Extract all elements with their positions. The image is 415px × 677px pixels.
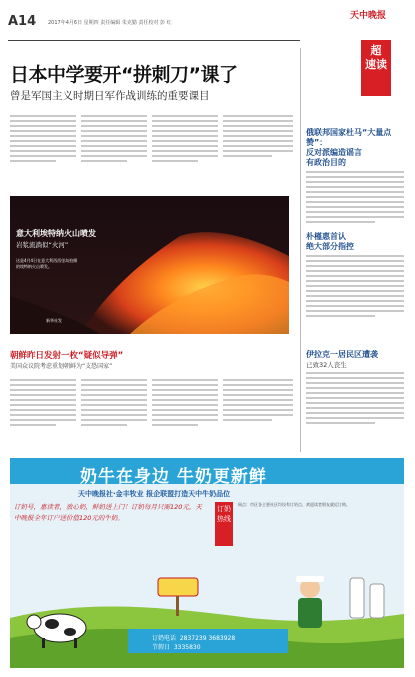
photo-credit: 新华社发 [46, 318, 62, 323]
photo-caption-subtitle: 岩浆流淌似“火河” [16, 241, 69, 249]
body-column-4 [223, 112, 293, 160]
ad-subtitle: 天中晚报社·金丰牧业 报企联盟打造天中牛奶品位 [78, 490, 231, 498]
body-column-3 [152, 112, 218, 165]
story2-column-4 [223, 376, 293, 424]
ad-phone-1: 2837239 3683928 [179, 635, 236, 642]
photo-caption-body: 这是4月4日在意大利西西里岛拍摄的埃特纳火山喷发。 [16, 258, 78, 269]
ad-phone-label-1: 订奶电话 [152, 635, 177, 642]
body-column-1 [10, 112, 76, 165]
side-story-1 [306, 128, 404, 226]
side-story-1-title2: 反对派编造谣言 [306, 148, 362, 157]
column-divider [300, 48, 301, 452]
express-label-1: 超 [370, 44, 382, 57]
story2-column-1 [10, 376, 76, 429]
side-story-1-title3: 有政治目的 [306, 158, 346, 167]
ad-shop-list: 网点：市区各主要社区均设有订奶点，欢迎读者朋友就近订购。 [238, 502, 350, 507]
milk-advertisement [10, 458, 404, 668]
page-number: A14 [8, 14, 37, 29]
express-label-2: 速读 [365, 58, 387, 71]
side-story-3 [306, 350, 404, 427]
side-story-2 [306, 232, 404, 320]
story2-subtitle: 美国众议院考虑重划朝鲜为“支恐国家” [10, 363, 113, 370]
side-story-3-title: 伊拉克一居民区遭袭 [306, 350, 378, 359]
paper-logo: 天中晚报 [349, 11, 386, 21]
story2-column-2 [81, 376, 147, 429]
ad-promo-text: 订奶号，惠读者，放心奶，鲜奶送上门！订奶每月只需120元，天中晚报全年订户送价值120元的牛奶。 [14, 503, 202, 522]
ad-slogan: 奶牛在身边 牛奶更新鲜 [80, 467, 267, 487]
page-meta: 2017年4月6日 星期四 责任编辑 朱克勤 责任校对 彭 红 [48, 20, 172, 26]
page-header [8, 6, 406, 38]
story2-column-3 [152, 376, 218, 429]
side-story-2-title: 朴槿惠首认 [306, 232, 346, 241]
subheadline: 曾是军国主义时期日军作战训练的重要课目 [10, 90, 210, 102]
ad-phone-2: 3335830 [173, 644, 201, 651]
side-story-1-title: 俄联邦国家杜马“大量点赞”： [306, 128, 392, 147]
header-rule [8, 40, 300, 41]
ad-phone-label-2: 节假日 [152, 644, 171, 651]
photo-caption-title: 意大利埃特纳火山喷发 [16, 229, 96, 238]
side-story-3-subtitle: 已致32人丧生 [306, 361, 347, 369]
farmer-icon [296, 576, 324, 628]
ad-phone-numbers [152, 634, 235, 652]
side-story-2-title2: 绝大部分指控 [306, 242, 354, 251]
body-column-2 [81, 112, 147, 165]
headline: 日本中学要开“拼刺刀”课了 [10, 64, 238, 86]
ad-hotline-label: 订奶热线 [215, 502, 233, 546]
story2-title: 朝鲜昨日发射一枚“疑似导弹” [10, 351, 124, 361]
milk-bottle-icon [350, 578, 384, 618]
express-box [361, 40, 391, 96]
